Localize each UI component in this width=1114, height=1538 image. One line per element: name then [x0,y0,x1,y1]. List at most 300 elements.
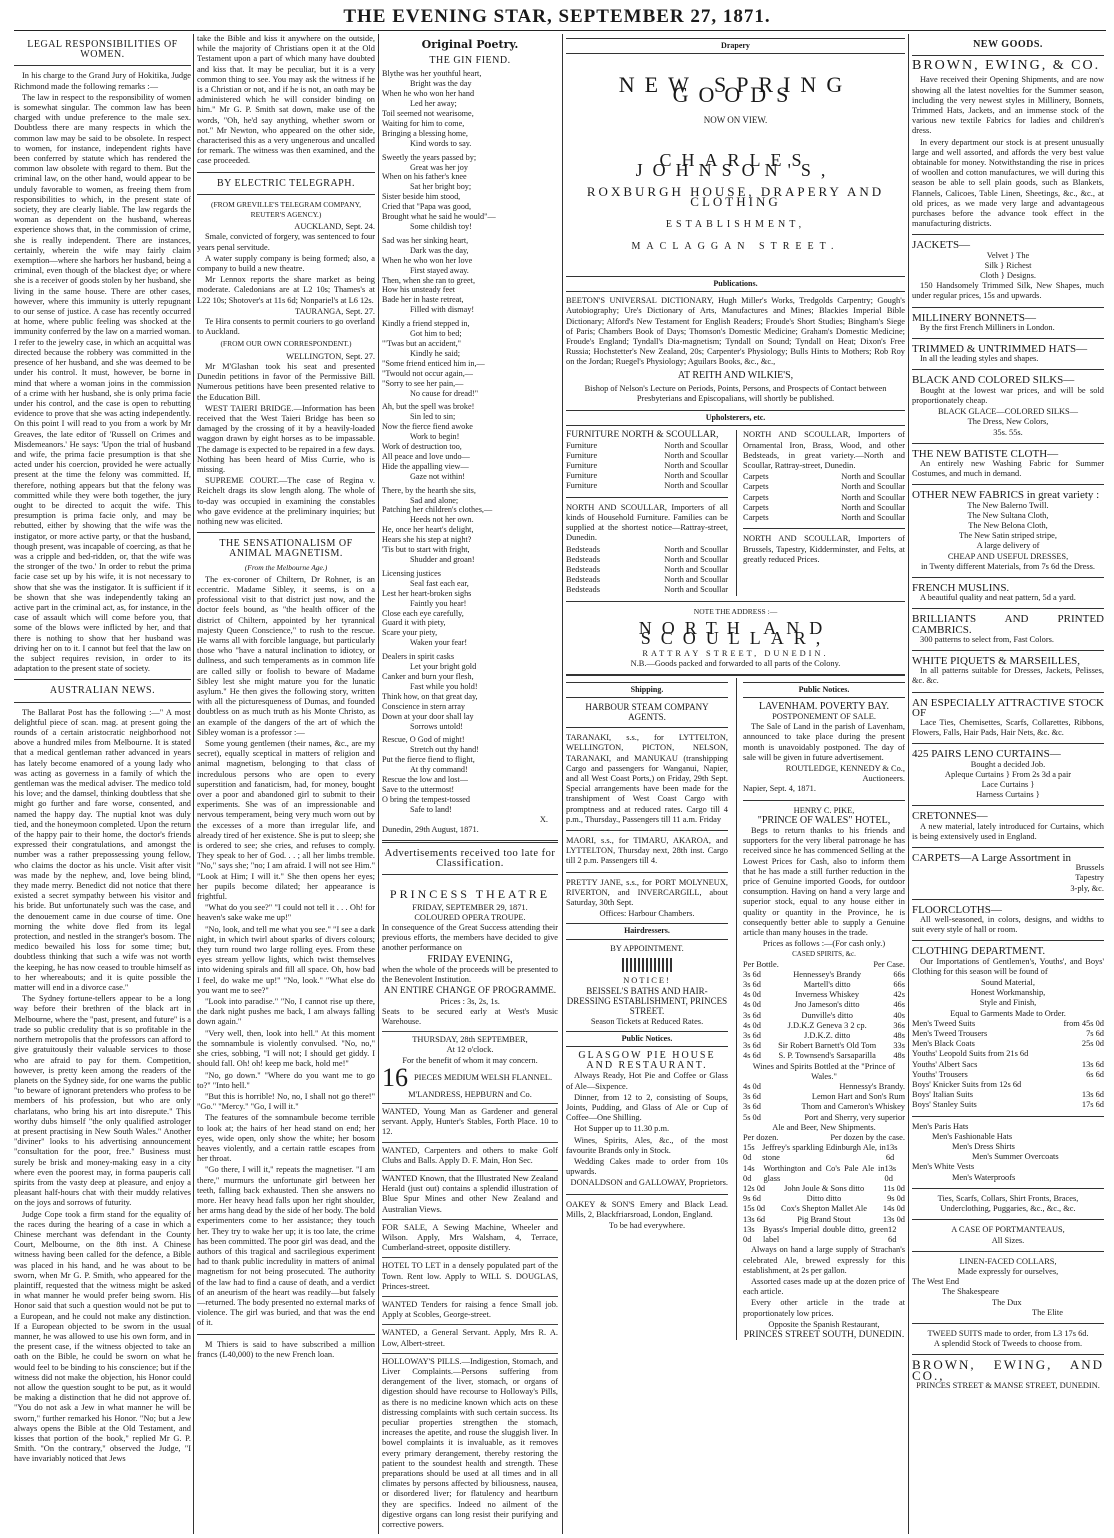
price-row [743,1011,905,1021]
item-heading: BRILLIANTS AND PRINTED CAMBRICS. [912,613,1104,636]
royal-arms-icon [622,958,672,972]
list-cell: Sir Robert Barnett's Old Tom [778,1041,877,1051]
item-text: By the first French Milliners in London. [920,322,1055,332]
divider [912,899,1104,900]
list-cell: Carpets [743,502,769,512]
dateline: TAURANGA, Sept. 27. [294,306,375,316]
column-3 [382,34,558,1534]
list-cell: Byass's Imperial double ditto, green label [762,1224,889,1245]
price-row [743,1184,905,1194]
list-cell: Men's Black Coats [912,1039,975,1049]
advert-line: Offices: Harbour Chambers. [599,909,695,919]
item-line: Cloth } Designs. [980,271,1036,281]
item-line: Silk } Richest [984,260,1032,270]
list-cell: 9s 6d [743,1194,761,1204]
list-cell: North and Scoullar [664,471,728,481]
poem-line: Bright was the day [410,79,472,89]
column-5 [912,34,1104,1534]
article-paragraph: "Go there, I will it," repeats the magnetiser. "I am there," murmurs the unfortunate girl between her teeth, falling back exhausted. Then she answers no more. Her heavy head falls upon her right shoulder, her arms hang dead by the side of her body. The bold experimenters come to her assistance; they touch her. They try to wake her up; it is too late, the crime has been committed. The poor girl was dead, and the authors of this tragical and sacrilegious experiment had to thank public incredulity in matters of animal magnetism for not being prosecuted. The authority of the law had to find a cause of death, and a verdict of an aneurism of the heart was readily—but falsely—returned. The body presented no external marks of violence. The girl was buried, and that was the end of it. [197,1165,375,1328]
divider [912,1251,1104,1252]
item-text: All well-seasoned, in colors, designs, and widths to suit every style of hall or room. [912,915,1104,935]
item-line: Equal to Garments Made to Order. [950,1008,1066,1018]
advert-line: Season Tickets at Reduced Rates. [590,1016,704,1026]
poem-line: Think how, on that great day, [382,691,478,701]
poem-line: Fast while you hold! [410,681,478,691]
poem-line: First stayed away. [410,265,469,275]
list-item [566,441,728,451]
advert-line: Ale and Beer, New Shipments. [772,1122,876,1132]
advert-text: Wines, Spirits, Ales, &c., of the most favourite Brands only in Stock. [566,1135,728,1155]
item-line: Honest Workmanship, [970,988,1046,998]
poem-line: Scare your piety, [382,628,438,638]
list-cell: North and Scoullar [664,461,728,471]
list-cell: 36s [893,1020,905,1030]
poem-dateline: Dunedin, 29th August, 1871. [382,824,479,834]
ale-price-list [743,1143,905,1245]
divider [912,847,1104,848]
poem-line: Then, when she ran to greet, [382,275,475,285]
list-cell: North and Scoullar [664,450,728,460]
list-cell: 13s 0d [884,1163,897,1183]
item-text: Lace Ties, Chemisettes, Scarfs, Collarettes, Ribbons, Flowers, Falls, Hair Pads, Hair Nets, &c. &c. [912,717,1104,738]
divider [912,805,1104,806]
poem-line: Rescue, O God of might! [382,735,465,745]
poem-line: Hears she his step at night? [382,535,472,545]
poem-line: "Twould not occur again,— [382,368,473,378]
list-item [743,472,905,482]
advert-wanted [382,1325,558,1353]
divider [912,692,1104,693]
article-paragraph: The Sydney fortune-tellers appear to be a long way before their brethren of the black art in Melbourne, where the "past, present, and future" is a trade so public credulity that is so profitable in the northern metropolis that the professors can afford to give gratuitously their valuable services to those who are afraid to pay for them. Competition, however, is pretty keen among the readers of the planets on the Sydney side, for one warns the public "to beware of ignorant pretenders who profess to be members of his profession, but who are only charlatans, who bring his art into disrepute." This worthy dubs himself "the only qualified astrologer at present practising in New South Wales." Another "diviner" looks to his advertising announcement "consultation for the poor, free." Business must surely be brisk and money-making easy in a city where even the poorest may, in forma pauperis call spirits from the vasty deep at pleasure, and enjoy a pleasant half-hours chat with their muddy relatives on the joys and sorrows of futurity. [14,994,191,1208]
advert-line: NOTICE! [623,975,671,985]
advert-line: Prices as follows :—(For cash only.) [762,939,886,949]
advert-princess-theatre [382,880,558,1032]
item-heading: MILLINERY BONNETS— [912,311,1036,324]
advert-line: ESTABLISHMENT, [665,218,806,230]
list-cell: 12s 0d [743,1184,766,1194]
divider [197,194,375,195]
suits-price-list [912,1019,1104,1111]
list-cell: 40s [893,1010,905,1020]
advert-line: To be had everywhere. [608,1221,686,1231]
advert-text: WANTED, a General Servant. Apply, Mrs R. A. Low, Albert-street. [382,1328,558,1348]
list-cell: Lemon Hart and Son's Rum [811,1092,905,1102]
list-cell: S. P. Townsend's Sarsaparilla [778,1051,876,1061]
advert-line: CASED SPIRITS, &c. [792,950,856,959]
divider [14,702,191,703]
list-cell: 9s 0d [887,1194,905,1204]
advert-headline: LAVENHAM. POVERTY BAY. [759,700,889,712]
column-1 [14,34,191,1534]
list-cell: 4s 0d [743,1082,761,1092]
article-subhead: (From the Melbourne Age.) [244,562,328,572]
list-cell: North and Scoullar [664,440,728,450]
item-line: Tapestry [1075,873,1104,883]
poem-line: At thy command! [410,765,468,775]
divider [912,484,1104,485]
poem-line: Led her away; [410,99,457,109]
article-headline: LEGAL RESPONSIBILITIES OF WOMEN. [27,39,178,61]
advert-text: Assorted cases made up at the dozen price of each article. [743,1276,905,1297]
list-cell: 14s 0d [743,1163,755,1183]
article-paragraph: SUPREME COURT.—The case of Regina v. Reichelt drags its slow length along. The whole of to-day was occupied in examining the constables who gave evidence at the preliminary inquiries; but nothing new was elicited. [197,476,375,526]
advert-headline: BEISSEL'S BATHS AND HAIR-DRESSING ESTABLISHMENT, PRINCES STREET. [566,986,728,1017]
advert-line: PRINCES STREET & MANSE STREET, DUNEDIN. [916,1380,1100,1390]
list-cell: 3s 6d [743,1031,761,1041]
list-cell: North and Scoullar [664,564,728,574]
poem-line: Lest her heart-broken sighs [382,588,472,598]
list-cell: Furniture [566,461,598,471]
divider [912,1188,1104,1189]
divider [912,650,1104,651]
advert-headline: ROXBURGH HOUSE, DRAPERY AND CLOTHING [586,184,885,210]
item-line: Men's Summer Overcoats [972,1152,1059,1162]
price-row [912,1100,1104,1110]
item-heading: WHITE PIQUETS & MARSEILLES, [912,654,1081,667]
list-item [743,513,905,523]
list-cell: 4s 6d [743,1051,761,1061]
poem-line: Licensing justices [382,568,441,578]
list-cell: Pig Brand Stout [797,1214,851,1224]
item-heading: FLOORCLOTHS— [912,903,1002,916]
list-cell: Carpets [743,513,769,523]
list-cell: 3s 6d [743,1092,761,1102]
price-row [743,1143,905,1163]
list-cell: North and Scoullar [841,513,905,523]
item-text: In all the leading styles and shapes. [920,354,1039,364]
list-cell: 3s 6d [743,969,761,979]
poem-line: No cause for dread!" [410,388,479,398]
item-heading: BLACK AND COLORED SILKS— [912,374,1075,387]
article-subhead: (FROM GREVILLE'S TELEGRAM COMPANY, REUTER'S AGENCY.) [211,199,361,220]
poem-line: O bring the tempest-tossed [382,794,470,804]
article-headline: THE SENSATIONALISM OF ANIMAL MAGNETISM. [219,538,353,560]
poem-title: THE GIN FIEND. [429,55,511,67]
advert-text: Seats to be secured early at West's Music Warehouse. [382,1006,558,1026]
list-cell: 48s [893,1031,905,1041]
advert-headline: GLASGOW PIE HOUSE AND RESTAURANT. [578,1050,716,1072]
poem-line: Shudder and groan! [410,555,475,564]
advert-line: FRIDAY, SEPTEMBER 29, 1871. [412,902,528,912]
list-cell: Carpets [743,492,769,502]
list-cell: Furniture [566,481,598,491]
advert-text: In every department our stock is at present unusually large and well assorted, and affords the very best value obtainable for money. Notwithstanding the rise in prices of woollen and cotton manufactures, we will during this season be able to sell plain goods, such as Blankets, Flannels, Calicoes, Table Linen, Sheetings, &c., &c., at old prices, as we made very large and advantageous purchases before the advance took effect in the manufacturing districts. [912,137,1104,229]
divider [743,800,905,801]
list-cell: Furniture [566,440,598,450]
advert-line: Prices : 3s, 2s, 1s. [440,996,500,1006]
list-cell: Bedsteads [566,554,600,564]
list-cell: 66s [893,969,905,979]
list-cell: Bedsteads [566,544,600,554]
item-line: Velvet } The [986,250,1030,260]
advert-text: Wedding Cakes made to order from 10s upwards. [566,1157,728,1177]
divider [197,172,375,173]
item-line: A splendid Stock of Tweeds to choose from. [933,1339,1083,1349]
advert-text: when the whole of the proceeds will be presented to the Benevolent Institution. [382,964,558,985]
poem-line: Let your bright gold [410,662,477,672]
list-item [566,481,728,491]
item-line: LINEN-FACED COLLARS, [959,1256,1057,1266]
price-row [743,1000,905,1010]
poem-line: Kindly he said; [410,348,461,358]
list-cell: 33s [893,1041,905,1051]
price-table-header [743,960,905,970]
list-cell: 48s [893,1051,905,1061]
list-cell: 7s 6d [1086,1029,1104,1039]
poem-line: Some childish toy! [410,222,472,231]
article-paragraph: Some young gentlemen (their names, &c., are my secret), equally sceptical in matters of religion and animal magnetism, belonging to that class of incredulous persons who are open to every superstition and fanaticism, had, for money, bought over a poor and abandoned girl to submit to their experiments. She was of an impressionable and nervous temperament, being very much worn out by the excesses of a more than irregular life, and already tired of her existence. She is put to sleep; she is ordered to see; she cries, and refuses to comply. They speak to her of God. . . ; all her limbs tremble. "No," says she; "no; I am afraid. I will not see Him." "Look at Him; I will it." She then opens her eyes; her pupils become dilated; her appearance is frightful. [197,739,375,902]
item-line: All Sizes. [991,1235,1025,1245]
article-paragraph: "Very well, then, look into hell." At this moment the somnambule is violently convulsed. "No, no," she cries, sobbing, "I will not; I should get giddy. I should fall. Oh! oh! keep me back, hold me!" [197,1028,375,1069]
poem-line: Toil seemed not wearisome, [382,109,474,119]
list-cell: Carpets [743,482,769,492]
advert-line: MACLAGGAN STREET. [631,240,840,252]
item-line: Apleque Curtains } From 2s 3d a pair [944,769,1072,779]
advert-text: NORTH AND SCOULLAR, Importers of Brussels, Tapestry, Kidderminster, and Felts, at greatly reduced Prices. [743,534,905,564]
poem-line: Gaze not within! [410,471,466,481]
poem-line: Sister beside him stood, [382,192,461,202]
poem-line: When he who won her love [382,255,473,265]
list-cell: North and Scoullar [664,481,728,491]
advert-line: AT REITH AND WILKIE'S, [677,369,794,381]
article-paragraph: "Look into paradise." "No, I cannot rise up there, the dark night pushes me back, I am always falling down again." [197,997,375,1027]
poem-line: Save to the uttermost! [382,784,455,794]
divider [382,874,558,875]
list-cell: Jno Jameson's ditto [794,1000,860,1010]
column-divider [193,34,194,1534]
item-line: Made expressly for ourselves, [957,1266,1059,1276]
advert-text: WANTED, Young Man as Gardener and general servant. Apply, Hunter's Stables, Forth Place. 10 to 12. [382,1106,558,1137]
poem-line: How his unsteady feet [382,285,455,295]
spirits-price-list [743,970,905,1062]
list-cell: Port and Sherry, very superior [804,1112,905,1122]
price-row [743,1102,905,1112]
divider [197,532,375,533]
list-cell: 15s 0d [743,1204,766,1214]
list-cell: North and Scoullar [841,472,905,482]
poem-line: Dealers in spirit casks [382,652,455,662]
price-row [743,980,905,990]
advert-text: Begs to return thanks to his friends and supporters for the very liberal patronage he has received since he has commenced Selling at the Lowest Prices for Cash, also to inform them that he has made a still further reduction in the price of Genuine imported Goods, for outdoor consumption. Having on hand a very large and superior stock, equal to any house either in quality or quantity in the Province, he is consequently better able to supply a Genuine article than many houses in the trade. [743,825,905,937]
column-divider [908,34,909,1534]
dateline: WELLINGTON, Sept. 27. [286,351,375,361]
article-subhead: (FROM OUR OWN CORRESPONDENT.) [220,339,352,349]
list-cell: North and Scoullar [664,585,728,595]
poem-line: When he who won her hand [382,89,475,99]
section-label: Drapery [566,38,905,54]
advert-text: BEETON'S UNIVERSAL DICTIONARY, Hugh Miller's Works, Tredgolds Carpentry; Gough's Autobiography; Ure's Dictionary of Arts, Manufactures and Mines; Blackies Imperial Bible Dictionary; Alford's New Testament for English Readers; Froude's Short Studies; Bingham's Siege of Paris; Chambers Book of Days; Thomson's Domestic Medicine; Graham's Domestic Medicine; Froude's England; Tyndall's Dia-magnetism; Tyndall on Sound; Tyndall on Heat; Dixon's Free Russia; Hochstetter's New Zealand, 20s; Carpenter's Physiology; Bulls Hints to Mothers; Rob Roy on the Jordan; Ruegel's Physiology; Aguilars Books, &c., &c., [566,296,905,367]
list-cell: 17s 6d [1081,1100,1104,1110]
advert-text: HOTEL TO LET in a densely populated part of the Town. Rent low. Apply to WILL S. DOUGLAS, Princes-street. [382,1261,558,1291]
advert-text: Every other article in the trade at proportionately low prices. [743,1298,905,1318]
advert-hotel [382,1258,558,1297]
list-cell: J.D.K.Z Geneva 3 2 cp. [787,1020,867,1030]
list-cell: 4s 0d [743,1020,761,1030]
poem-line: Canker and burn your flesh, [382,671,474,681]
advert-line: NOW ON VIEW. [703,114,768,125]
poem-line: Close each eye carefully, [382,608,464,618]
item-line: The Elite [1032,1307,1063,1317]
list-cell: 5s 0d [743,1112,761,1122]
list-cell: Bedsteads [566,585,600,595]
article-paragraph: Mr M'Glashan took his seat and presented Dunedin petitions in favor of the Permissive Bill. Numerous petitions have been presented relative to the Education Bill. [197,361,375,402]
dateline: AUCKLAND, Sept. 24. [294,222,375,232]
list-cell: 3s 6d [743,1102,761,1112]
divider [912,338,1104,339]
list-item [566,555,728,565]
price-row [912,1029,1104,1039]
column-header: Per Case. [873,959,905,969]
item-line: Brussels [1075,863,1104,873]
article-paragraph: Judge Cope took a firm stand for the equality of the races during the hearing of a case in which a Chinese merchant was defendant in the County Court, Melbourne, on the 8th inst. A Chinese witness having been called for the defence, a Bible was placed in his hand, and he was about to be sworn, when Mr G. P. Smith, who appeared for the plaintiff, requested that the witness might be asked in what manner he would prefer being sworn. His Honor said that such a question would not be put to a European, and he could not make any distinction. If a European objected to be sworn in the usual manner, he was allowed to use his own form, and in the present case, if the witness objected to take an oath on the Bible, he could be sworn on what he would feel to be binding to his conscience; but if the witness did not make the objection, his Honor could not allow the question sought to be put, as it would be making a distinction that he did not approve of. "You do not ask a Jew in what manner he will be sworn," further remarked his Honor. "No; but a Jew always opens the Bible at the Old Testament, and kisses that portion of the book," replied Mr G. P. Smith. "On the contrary," observed the Judge, "I have invariably noticed that Jews [14,1209,191,1464]
divider [912,307,1104,308]
price-row [912,1090,1104,1100]
item-line: The New Balerno Twill. [967,500,1049,510]
list-cell: 4s 0d [743,1000,761,1010]
poem-line: Great was her joy [410,162,468,172]
masthead [0,0,1114,30]
advert-text: WANTED Tenders for raising a fence Small job. Apply at Scobles, George-street. [382,1299,558,1320]
list-cell: 4s 0d [743,990,761,1000]
list-cell: Inverness Whiskey [795,990,860,1000]
list-cell: Carpets [743,472,769,482]
article-paragraph: "But this is horrible! No, no, I shall not go there!" "Go." "Mercy." "Go, I will it." [197,1091,375,1112]
list-cell: 13s 6d [885,1143,898,1163]
list-cell: 46s [893,1000,905,1010]
price-row [743,1194,905,1204]
advert-number: 16 [382,1062,408,1092]
poem-line: Kindly a friend stepped in, [382,319,470,329]
divider [14,679,191,680]
upholstery-adverts [566,430,905,595]
list-item [743,503,905,513]
divider [197,1334,375,1335]
item-text: Ties, Scarfs, Collars, Shirt Fronts, Braces, Underclothing, Puggaries, &c., &c., &c. [937,1193,1079,1214]
divider [912,608,1104,609]
divider [912,940,1104,941]
column-divider [562,34,563,1534]
item-text: 150 Handsomely Trimmed Silk, New Shapes, much under regular prices, 15s and upwards. [912,281,1104,301]
divider [566,830,728,831]
column-divider [378,34,379,1534]
item-heading: 425 PAIRS LENO CURTAINS— [912,748,1061,761]
advert-line: For the benefit of whom it may concern. [402,1055,538,1065]
list-cell: Youths' Albert Sacs [912,1059,978,1069]
poem-line: Sorrows untold! [410,721,463,731]
list-cell: North and Scoullar [841,502,905,512]
poem-line: 'Tis but to start with fright, [382,545,470,555]
divider [14,65,191,66]
item-text: In all patterns suitable for Dresses, Jackets, Pelisses, &c. &c. [912,666,1104,686]
price-row [912,1080,1104,1090]
poem-line: Stretch out thy hand! [410,745,479,755]
price-row [743,1031,905,1041]
divider [912,577,1104,578]
item-heading: AN ESPECIALLY ATTRACTIVE STOCK OF [912,696,1104,719]
advert-line: ROUTLEDGE, KENNEDY & Co., Auctioneers. [785,763,905,784]
poem-line: Filled with dismay! [410,305,475,315]
section-heading: Original Poetry. [421,38,519,51]
divider [912,1354,1104,1355]
list-item [566,471,728,481]
price-row [743,1051,905,1061]
poem-line: Bringing a blessing home, [382,128,468,138]
list-cell: North and Scoullar [841,482,905,492]
item-line: The West End [912,1277,960,1287]
divider [912,234,1104,235]
advert-text: In consequence of the Great Success attending their previous efforts, the members have decided to give another performance on [382,923,558,953]
advert-line: At 12 o'clock. [446,1045,494,1055]
advert-text: Dinner, from 12 to 2, consisting of Soups, Joints, Pudding, and Glass of Ale or Cup of Coffee—One Shilling. [566,1092,728,1123]
poem-line: Waken your fear! [410,638,468,648]
item-heading: CRETONNES— [912,810,988,823]
advert-line: POSTPONEMENT OF SALE. [772,711,876,721]
list-cell: 13s 0d [743,1224,755,1245]
advert-text: Have received their Opening Shipments, and are now showing all the latest novelties for the Summer season, including the very newest styles in Millinery, Bonnets, Trimmed Hats, Jackets, and an immense stock of the various new textile Fabrics for ladies and children's dress. [912,75,1104,136]
price-row [743,970,905,980]
list-cell: 13s 6d [743,1214,766,1224]
divider [566,1194,728,1195]
list-cell: Furniture [566,471,598,481]
poem-line: Guard it with piety, [382,618,446,628]
advert-wanted [382,1171,558,1220]
advert-headline: CHARLES JOHNSON'S, [635,149,836,181]
bedsteads-list [566,545,728,596]
item-line: A CASE OF PORTMANTEAUS, [951,1225,1065,1235]
list-cell: Boys' Stanley Suits [912,1100,977,1110]
advert-headline: FURNITURE NORTH & SCOULLAR, [566,430,719,441]
item-heading: FRENCH MUSLINS. [912,581,1010,594]
price-row [743,1113,905,1123]
list-item [566,585,728,595]
article-paragraph: The law in respect to the responsibility of women is somewhat singular. The common law has been charged with undue preference to the male sex. Doubtless there are many respects in which the common law may be said to be obsolete. In respect to women, for instance, independent rights have been conferred by statute which has rendered the common law obsolete with regard to them. But the criminal law, on the other hand, would appear to be unduly favorable to women, as freeing them from responsibilities to which, in the present state of society, they are clearly liable. The law regards the woman as dependent on the husband, whereas experience shows that, in the commission of crime, she is really independent. There are instances, certainly, wherein the wife may fairly claim exemption—where she harbors her husband, being a criminal, even though of the blackest dye; or where she is a receiver of goods stolen by her husband, she living in the same house. There are other cases, however, where this immunity is utterly repugnant to our sense of justice. A case has recently occurred at home, where public feeling was shocked at the immunity conferred by the law on a married woman. I refer to the jewelry case, in which an acquittal was directed because the robbery was committed in the presence of her husband, and she was deemed to be under his control. It must, however, be borne in mind that where a woman joins in the commission of a crime with her husband, she is only prima facie under his control, and the case is open to rebutting evidence to prove that she was acting independently. On this point I will read to you from a work by Mr Greaves, the late editor of 'Russell on Crimes and Misdemeanors.' He says: 'Upon the trial of husband and wife, the prima facie presumption is that she acted under his coercion, provided he were actually present at the time the felony was committed. If, therefore, nothing appears but that the felony was committed while they were both together, the jury ought to be directed to acquit the wife. This presumption is prima facie only, and may be rebutted, either by showing that the wife was the instigator, or more active party, or that the husband, though present, was incapable of coercing, as that he was a cripple and bed-ridden, or, that the wife was the stronger of the two.' In order to rebut the prima facie case set up by his wife, it is not necessary to show that she was the instigator. It is sufficient if it be shown that she was independently taking an active part in the criminal act, as, for instance, in the case of assault which will come before you, that some of the blows were inflicted by her, and that there is nothing to show that her husband was driving her on to it. I cannot but feel that the law on the subject requires revision, in order to its adaptation to the present state of society. [14,92,191,674]
item-line: The Shakespeare [942,1287,999,1297]
item-text: A beautiful quality and neat pattern, 5d a yard. [920,593,1076,603]
article-headline: BY ELECTRIC TELEGRAPH. [217,177,355,189]
article-paragraph: Smale, convicted of forgery, was sentenced to four years penal servitude. [197,232,375,252]
item-line: Style and Finish, [979,998,1037,1008]
advert-text: FOR SALE, A Sewing Machine, Wheeler and Wilson. Apply, Mrs Walsham, 4, Terrace, Cumberland-street, opposite distillery. [382,1222,558,1253]
poem-line: Bade her in haste retreat, [382,295,464,305]
poem-line: Sweetly the years passed by; [382,152,477,162]
poem-line: "Some friend enticed him in,— [382,358,485,368]
column-4 [566,34,905,1534]
list-cell: Dunville's ditto [801,1010,853,1020]
advert-headline: BROWN, EWING, & CO. [912,58,1101,74]
list-cell: from 45s 0d [1063,1018,1104,1028]
item-line: The New Belona Cloth, [968,520,1048,530]
article-paragraph: "No, go down." "Where do you want me to go to?" "Into hell." [197,1070,375,1090]
divider [382,840,558,843]
list-cell: 13s 6d [1081,1059,1104,1069]
item-text: Bought at the lowest war prices, and will be sold proportionately cheap. [912,385,1104,405]
poem-line: Work to begin! [410,432,460,442]
list-cell: 3s 6d [743,980,761,990]
list-cell: 6s 6d [1086,1069,1104,1079]
poem-line: Heeds not her own. [410,515,474,525]
list-cell: Hennessey's Brandy [793,969,862,979]
list-item [566,451,728,461]
item-text: Our Importations of Gentlemen's, Youths', and Boys' Clothing for this season will be found of [912,956,1104,976]
item-text: 300 patterns to select from, Fast Colors. [920,634,1054,644]
advert-text: Always on hand a large supply of Strachan's celebrated Ale, brewed expressly for this establishment, at 2s per gallon. [743,1245,905,1275]
divider [912,1323,1104,1324]
item-line: The New Sultana Cloth, [967,510,1049,520]
item-text: A new material, lately introduced for Curtains, which is being extensively used in England. [912,821,1104,841]
advert-flannel [382,1032,558,1104]
article-paragraph: The features of the somnambule become terrible to look at; the hairs of her head stand on end; her eyes, wide open, only show the white; her bosom heaves violently, and a certain rattle escapes from her throat. [197,1113,375,1164]
poem-line: He, once her heart's delight, [382,525,474,535]
